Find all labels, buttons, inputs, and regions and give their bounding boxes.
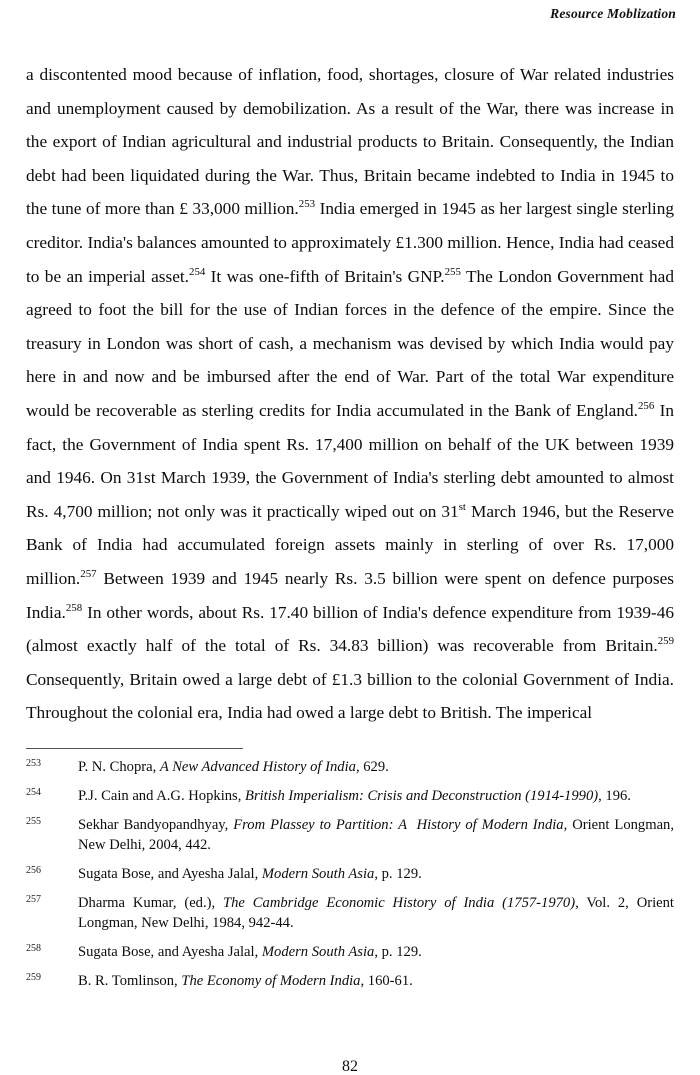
footnote-number: 259 <box>26 972 41 984</box>
footnote-item <box>26 757 674 777</box>
footnote-text: Sekhar Bandyopandhyay, From Plassey to Partition: A History of Modern India, Orient Longman, New Delhi, 2004, 442. <box>78 816 674 854</box>
footnote-number: 254 <box>26 786 41 798</box>
footnote-item <box>26 893 674 934</box>
footnote-text: Sugata Bose, and Ayesha Jalal, Modern South Asia, p. 129. <box>78 866 422 883</box>
page-number: 82 <box>342 1058 358 1075</box>
footnote-number: 253 <box>26 758 41 769</box>
footnote-text: Dharma Kumar, (ed.), The Cambridge Economic History of India (1757-1970), Vol. 2, Orient Longman, New Delhi, 1984, 942-44. <box>78 895 674 932</box>
footnote-item <box>26 786 674 806</box>
footnote-item <box>26 971 674 991</box>
body-paragraph: a discontented mood because of inflation, food, shortages, closure of War related industries and unemployment caused by demobilization. As a result of the War, there was increase in the export of Indian agricultural and industrial products to Britain. Consequently, the Indian debt had been liquidated during the War. Thus, Britain became indebted to India in 1945 to the tune of more than £ 33,000 million.$^{253}$ India emerged in 1945 as her largest single sterling creditor. India's balances amounted to approximately £1.300 million. Hence, India had ceased to be an imperial asset.$^{254}$ It was one-fifth of Britain's GNP.$^{255}$ The London Government had agreed to foot the bill for the use of Indian forces in the defence of the empire. Since the treasury in London was short of cash, a mechanism was devised by which India would pay here in and now and be imbursed after the end of War. Part of the total War expenditure would be recoverable as sterling credits for India accumulated in the Bank of England.$^{256}$ In fact, the Government of India spent Rs. 17,400 million on behalf of the UK between 1939 and 1946. On 31st March 1939, the Government of India's sterling debt amounted to almost Rs. 4,700 million; not only was it practically wiped out on 31st March 1946, but the Reserve Bank of India had accumulated foreign assets mainly in sterling of over Rs. 17,000 million.$^{257}$ Between 1939 and 1945 nearly Rs. 3.5 billion were spent on defence purposes India.$^{258}$ In other words, about Rs. 17.40 billion of India's defence expenditure from 1939-46 (almost exactly half of the total of Rs. 34.83 billion) was recoverable from Britain.$^{259}$ Consequently, Britain owed a large debt of £1.3 billion to the colonial Government of India. Throughout the colonial era, India had owed a large debt to British. The imperical <box>26 65 675 723</box>
footnote-number: 256 <box>26 865 41 877</box>
footnote-number: 255 <box>26 815 41 827</box>
footnote-text: Sugata Bose, and Ayesha Jalal, Modern South Asia, p. 129. <box>78 944 422 961</box>
footnote-text: P.J. Cain and A.G. Hopkins, British Imperialism: Crisis and Deconstruction (1914-1990), 196. <box>78 787 631 804</box>
footnote-list <box>26 757 674 1000</box>
footnote-text: P. N. Chopra, A New Advanced History of India, 629. <box>78 759 389 775</box>
footnote-item <box>26 942 674 962</box>
footnote-item <box>26 815 674 856</box>
footnote-number: 257 <box>26 894 41 906</box>
footnote-text: B. R. Tomlinson, The Economy of Modern India, 160-61. <box>78 973 413 990</box>
running-head: Resource Moblization <box>550 6 676 21</box>
footnote-number: 258 <box>26 943 41 955</box>
body-text-block <box>26 58 674 730</box>
footnote-item <box>26 864 674 884</box>
footnote-separator-rule <box>26 748 243 749</box>
